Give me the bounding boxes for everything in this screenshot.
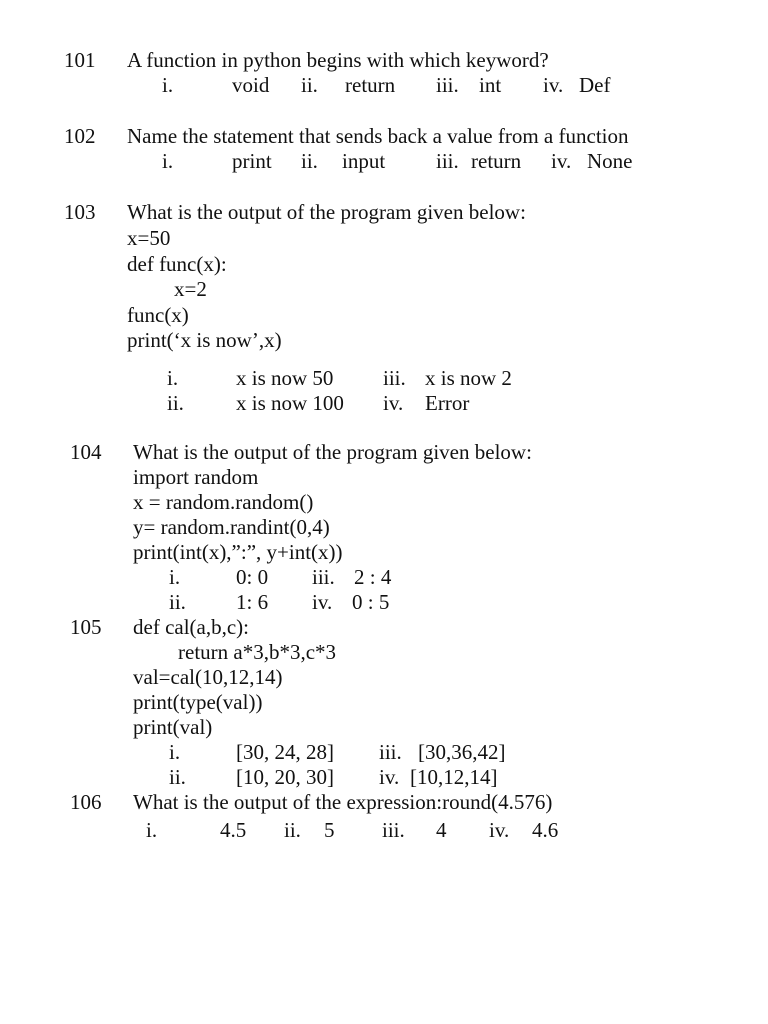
option-label: i. [162, 73, 174, 97]
option-label: ii. [167, 391, 184, 415]
question-text: What is the output of the program given below: [133, 440, 532, 464]
code-line: return a*3,b*3,c*3 [178, 640, 337, 664]
option-text: [10, 20, 30] [236, 765, 334, 789]
option-text: [10,12,14] [410, 765, 498, 789]
option-label: iii. [383, 366, 406, 390]
option-text: 4.5 [220, 818, 247, 842]
option-text: 1: 6 [236, 590, 269, 614]
option-label: i. [167, 366, 179, 390]
code-line: def func(x): [127, 252, 227, 276]
code-line: import random [133, 465, 259, 489]
option-label: ii. [169, 765, 186, 789]
question-number: 106 [70, 790, 102, 814]
option-text: x is now 50 [236, 366, 334, 390]
code-line: func(x) [127, 303, 189, 327]
option-label: ii. [284, 818, 301, 842]
question-text: What is the output of the program given below: [127, 200, 526, 224]
option-label: iii. [382, 818, 405, 842]
option-text: 4 [436, 818, 447, 842]
option-label: iii. [436, 149, 459, 173]
option-text: return [471, 149, 522, 173]
code-line: y= random.randint(0,4) [133, 515, 330, 539]
code-line: x=2 [174, 277, 207, 301]
option-label: iv. [489, 818, 510, 842]
code-line: print(int(x),”:”, y+int(x)) [133, 540, 343, 564]
option-text: return [345, 73, 396, 97]
option-text: None [587, 149, 633, 173]
option-text: 0: 0 [236, 565, 269, 589]
option-text: 4.6 [532, 818, 559, 842]
option-text: print [232, 149, 272, 173]
option-label: iv. [312, 590, 333, 614]
question-text: A function in python begins with which keyword? [127, 48, 549, 72]
option-label: ii. [301, 149, 318, 173]
option-label: iv. [383, 391, 404, 415]
option-text: 0 : 5 [352, 590, 390, 614]
option-label: iv. [379, 765, 400, 789]
option-label: iii. [312, 565, 335, 589]
option-text: 5 [324, 818, 335, 842]
option-text: Def [579, 73, 611, 97]
code-line: val=cal(10,12,14) [133, 665, 283, 689]
option-text: x is now 100 [236, 391, 344, 415]
option-label: iii. [379, 740, 402, 764]
question-number: 105 [70, 615, 102, 639]
option-text: [30,36,42] [418, 740, 506, 764]
question-text: Name the statement that sends back a value from a function [127, 124, 629, 148]
option-text: x is now 2 [425, 366, 512, 390]
option-text: int [479, 73, 502, 97]
code-line: x = random.random() [133, 490, 314, 514]
question-number: 102 [64, 124, 96, 148]
option-label: iv. [543, 73, 564, 97]
option-label: i. [169, 740, 181, 764]
option-text: 2 : 4 [354, 565, 392, 589]
option-label: i. [169, 565, 181, 589]
code-line: x=50 [127, 226, 171, 250]
option-label: i. [162, 149, 174, 173]
question-text: What is the output of the expression:round(4.576) [133, 790, 553, 814]
code-line: print(val) [133, 715, 213, 739]
question-number: 101 [64, 48, 96, 72]
option-label: ii. [169, 590, 186, 614]
question-number: 103 [64, 200, 96, 224]
option-label: ii. [301, 73, 318, 97]
option-text: input [342, 149, 386, 173]
option-label: iv. [551, 149, 572, 173]
option-label: i. [146, 818, 158, 842]
code-line: print(type(val)) [133, 690, 263, 714]
option-text: Error [425, 391, 470, 415]
code-line: def cal(a,b,c): [133, 615, 250, 639]
option-text: [30, 24, 28] [236, 740, 334, 764]
option-label: iii. [436, 73, 459, 97]
code-line: print(‘x is now’,x) [127, 328, 282, 352]
question-number: 104 [70, 440, 102, 464]
option-text: void [232, 73, 270, 97]
